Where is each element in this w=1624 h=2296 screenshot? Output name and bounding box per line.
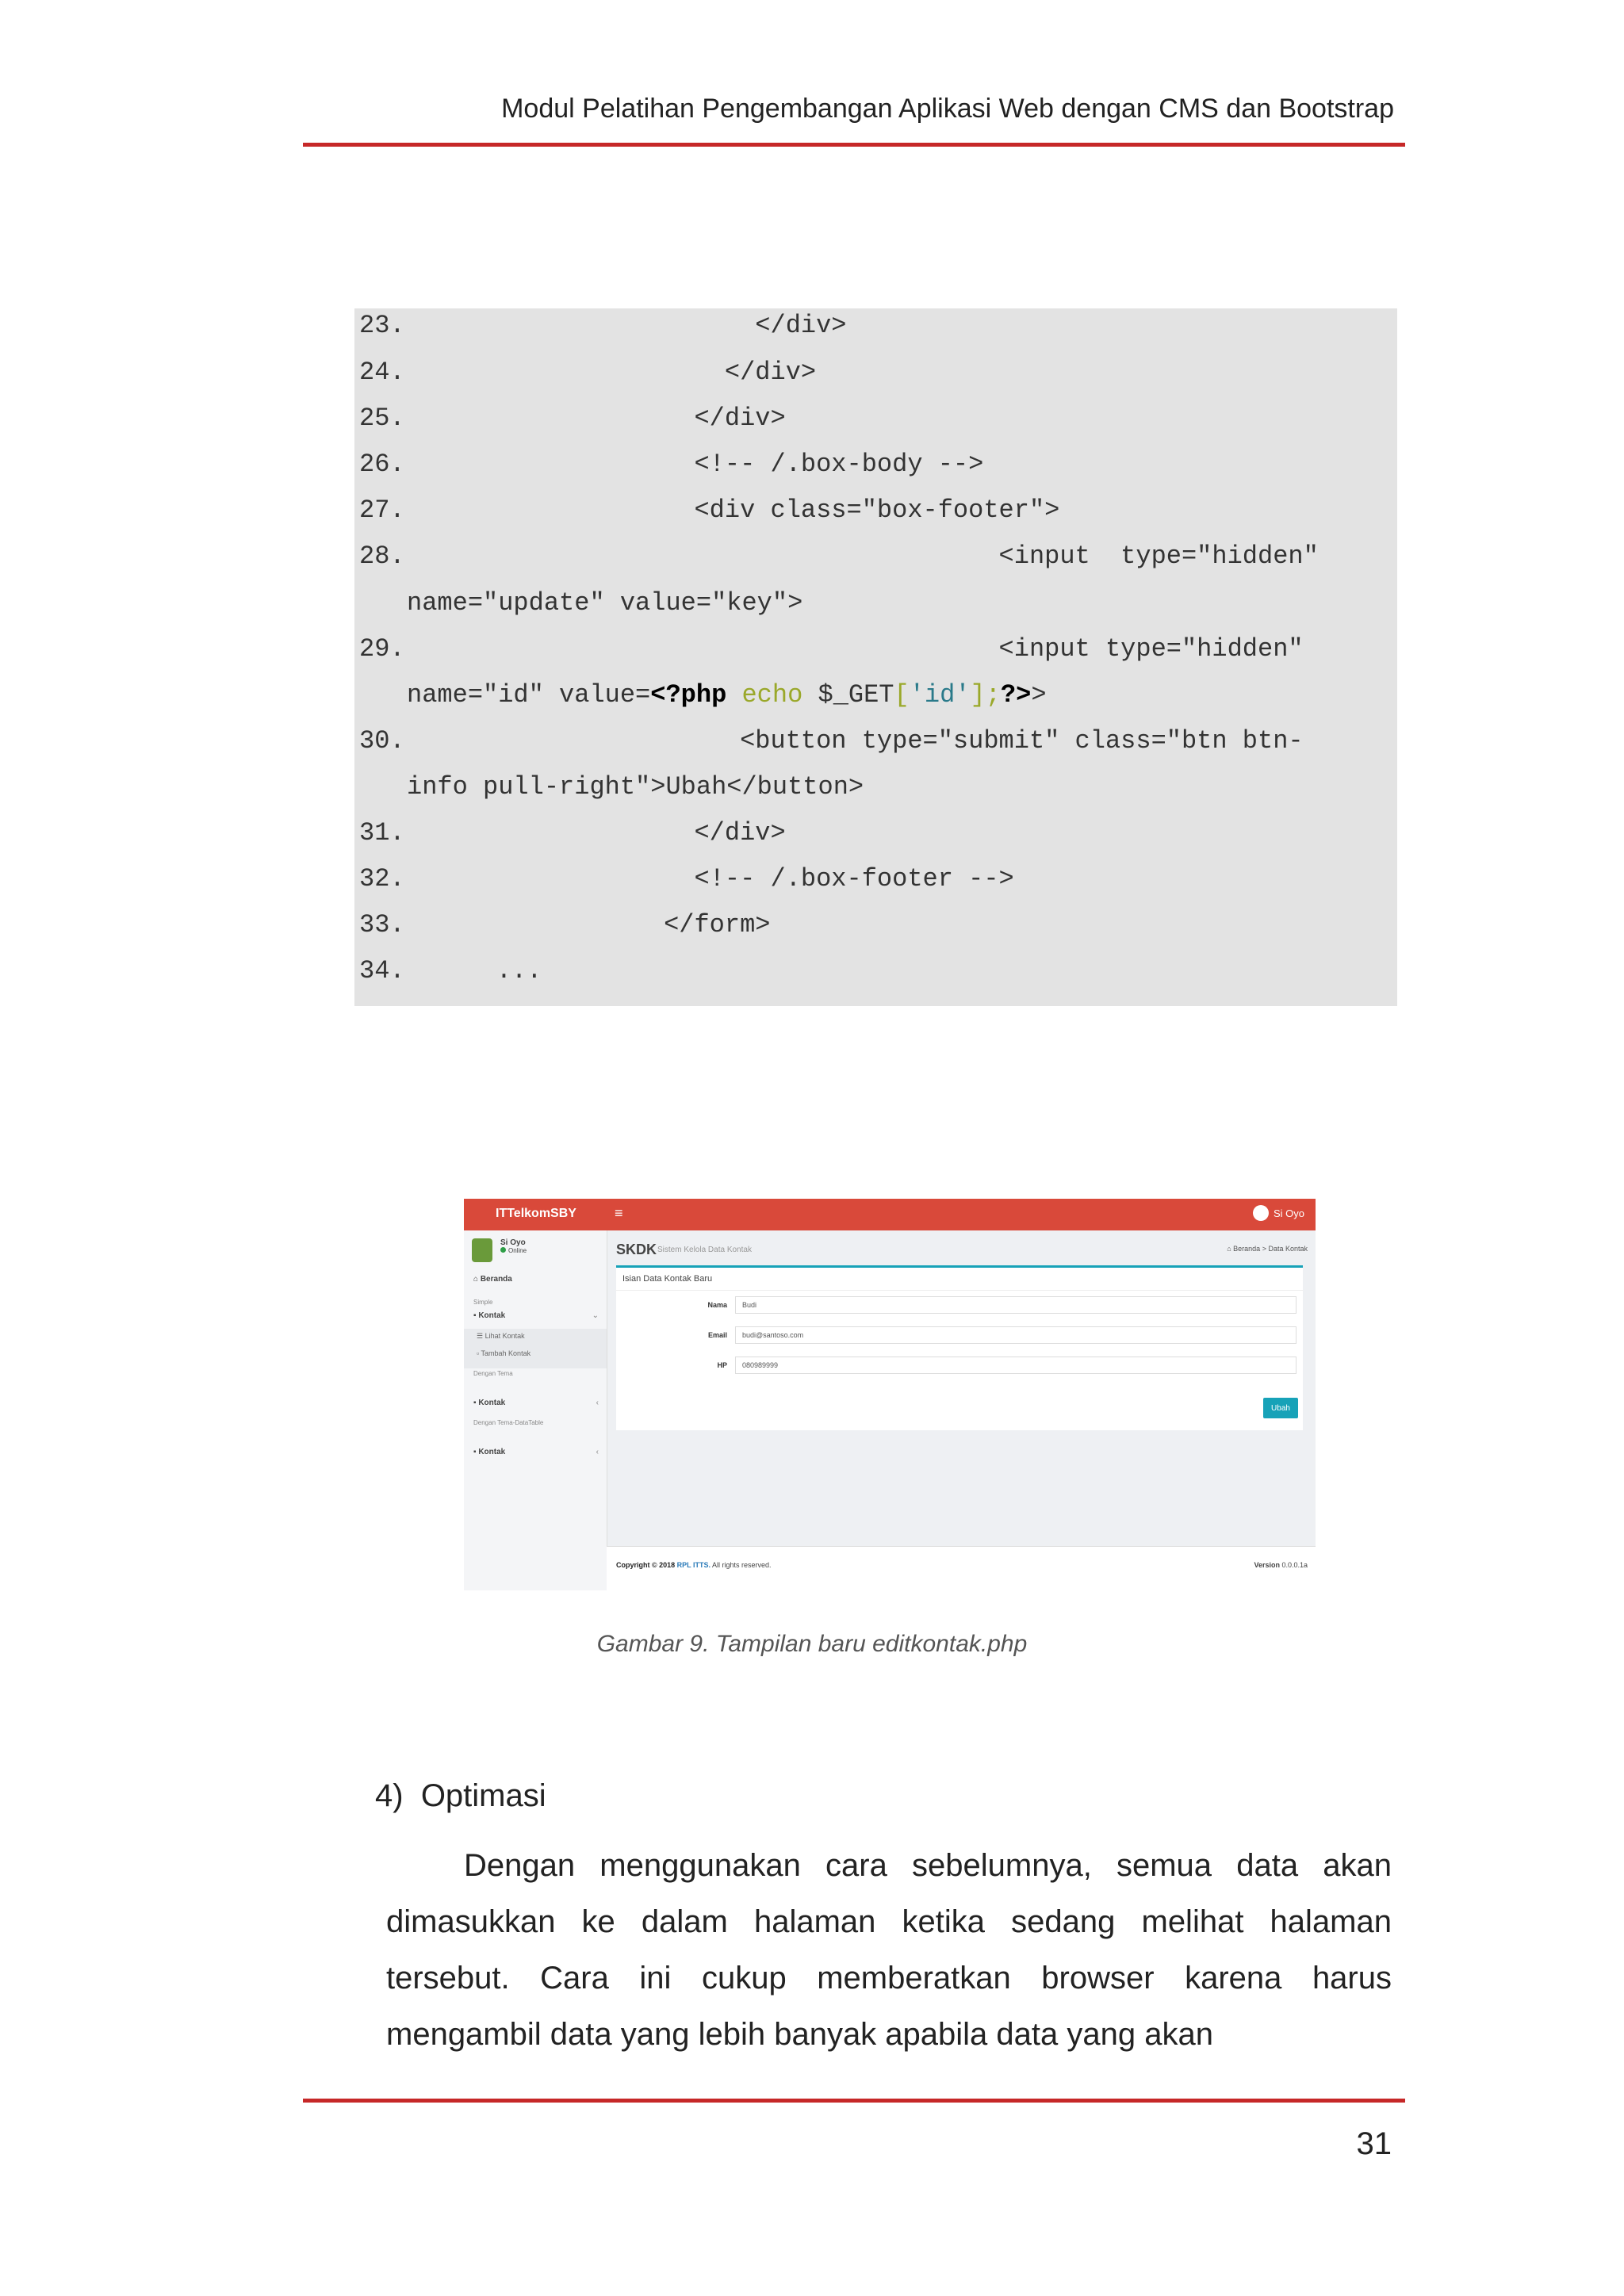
- sidebar-item-kontak-tema[interactable]: [473, 1399, 505, 1407]
- version-label: Version: [1254, 1561, 1280, 1569]
- breadcrumb-home[interactable]: Beranda: [1233, 1245, 1261, 1253]
- php-get: $_GET: [818, 680, 894, 710]
- code-line-32: [359, 864, 1014, 894]
- version-number: 0.0.0.1a: [1281, 1561, 1308, 1569]
- user-menu[interactable]: [1253, 1205, 1304, 1221]
- line-number: 28.: [359, 541, 405, 571]
- code-tail: >: [1031, 680, 1047, 710]
- home-icon: ⌂: [1227, 1245, 1234, 1253]
- box-divider: [616, 1290, 1303, 1291]
- code-text: </div>: [404, 358, 817, 387]
- chevron-left-icon: ‹: [596, 1448, 599, 1456]
- chevron-down-icon: ⌄: [592, 1311, 599, 1320]
- php-open-tag: <?php: [650, 680, 727, 710]
- code-text: </div>: [404, 311, 847, 340]
- line-number: 33.: [359, 910, 405, 939]
- code-text: name="id" value=: [407, 680, 651, 710]
- user-name: Si Oyo: [1273, 1207, 1304, 1219]
- hp-label: HP: [717, 1361, 727, 1369]
- line-number: 25.: [359, 404, 405, 433]
- online-dot-icon: [500, 1247, 506, 1253]
- line-number: 32.: [359, 864, 405, 894]
- code-text: <div class="box-footer">: [404, 496, 1060, 525]
- user-avatar: [472, 1238, 492, 1262]
- code-line-28-cont: [407, 588, 802, 618]
- hp-input[interactable]: 080989999: [735, 1357, 1297, 1374]
- copyright-suffix: All rights reserved.: [712, 1561, 772, 1569]
- sidebar-item-lihat-kontak[interactable]: [477, 1332, 525, 1341]
- email-input[interactable]: budi@santoso.com: [735, 1326, 1297, 1344]
- box-title: Isian Data Kontak Baru: [622, 1274, 713, 1284]
- code-text: </form>: [404, 910, 771, 939]
- php-close-tag: ?>: [1000, 680, 1032, 710]
- line-number: 31.: [359, 818, 405, 848]
- app-content: [607, 1230, 1316, 1590]
- section-heading: [375, 1778, 546, 1814]
- code-line-30: [359, 726, 1304, 756]
- sidebar-item-label: Kontak: [478, 1399, 506, 1407]
- app-brand[interactable]: ITTelkomSBY: [496, 1207, 576, 1220]
- avatar-icon: [1253, 1205, 1269, 1221]
- menu-toggle-icon[interactable]: ≡: [615, 1205, 623, 1221]
- php-echo: echo: [741, 680, 803, 710]
- screenshot-figure: [464, 1199, 1316, 1590]
- code-line-33: [359, 910, 770, 939]
- line-number: 24.: [359, 358, 405, 387]
- form-box: [616, 1265, 1303, 1430]
- line-number: 34.: [359, 956, 405, 985]
- code-line-29: [359, 634, 1304, 664]
- line-number: 30.: [359, 726, 405, 756]
- code-line-24: [359, 358, 816, 387]
- book-icon: ▪: [473, 1448, 479, 1456]
- online-status: [500, 1247, 527, 1254]
- code-line-31: [359, 818, 786, 848]
- copyright-link[interactable]: RPL ITTS.: [676, 1561, 711, 1569]
- code-text: </div>: [404, 818, 786, 848]
- body-paragraph: Dengan menggunakan cara sebelumnya, semua data akan dimasukkan ke dalam halaman ketika sedang melihat halaman tersebut. Cara ini cukup memberatkan browser karena harus mengambil data yang lebih banyak apabila data yang akan: [386, 1848, 1392, 2052]
- section-number: 4): [375, 1778, 404, 1813]
- sidebar-section-simple: Simple: [473, 1299, 493, 1306]
- line-number: 27.: [359, 496, 405, 525]
- code-text: name="update" value="key">: [407, 588, 803, 618]
- sidebar-item-kontak-datatable[interactable]: [473, 1448, 505, 1456]
- code-line-25: [359, 404, 786, 433]
- sidebar-item-label: Kontak: [478, 1311, 506, 1320]
- page-number: 31: [1356, 2126, 1392, 2161]
- code-line-28: [359, 541, 1319, 571]
- breadcrumb-separator: >: [1262, 1245, 1266, 1253]
- php-key: 'id': [909, 680, 971, 710]
- line-number: 26.: [359, 450, 405, 479]
- app-sidebar: [464, 1230, 607, 1590]
- code-line-34: [359, 956, 542, 985]
- sidebar-section-datatable: Dengan Tema-DataTable: [473, 1419, 544, 1426]
- sidebar-item-tambah-kontak[interactable]: [477, 1349, 530, 1357]
- breadcrumb: [1227, 1245, 1308, 1253]
- running-header: Modul Pelatihan Pengembangan Aplikasi Web dengan CMS dan Bootstrap: [501, 94, 1394, 124]
- book-icon: ▪: [473, 1399, 479, 1407]
- chevron-left-icon: ‹: [596, 1399, 599, 1407]
- code-line-26: [359, 450, 983, 479]
- code-text: ...: [404, 956, 542, 985]
- sidebar-item-beranda[interactable]: [473, 1275, 512, 1284]
- php-bracket-close: ];: [970, 680, 1001, 710]
- code-text: <!-- /.box-body -->: [404, 450, 984, 479]
- section-title: Optimasi: [420, 1778, 546, 1813]
- book-icon: ▪: [473, 1311, 479, 1320]
- code-text: info pull-right">Ubah</button>: [407, 772, 864, 802]
- version-info: [1254, 1561, 1308, 1569]
- sidebar-user-panel: [472, 1238, 527, 1262]
- sidebar-section-tema: Dengan Tema: [473, 1370, 513, 1377]
- code-line-29-cont: [407, 680, 1047, 710]
- figure-caption: Gambar 9. Tampilan baru editkontak.php: [596, 1631, 1028, 1657]
- sidebar-item-label: Beranda: [480, 1275, 512, 1284]
- php-bracket-open: [: [894, 680, 910, 710]
- breadcrumb-current: Data Kontak: [1268, 1245, 1308, 1253]
- code-line-30-cont: [407, 772, 864, 802]
- app-topbar: [464, 1199, 1316, 1230]
- line-number: 23.: [359, 311, 405, 340]
- list-icon: ☰: [477, 1332, 485, 1340]
- page-subtitle: Sistem Kelola Data Kontak: [657, 1246, 752, 1254]
- copyright: [616, 1561, 772, 1569]
- code-text: <input type="hidden": [404, 541, 1319, 571]
- sidebar-user-name: Si Oyo: [500, 1238, 526, 1247]
- ubah-button[interactable]: Ubah: [1263, 1398, 1298, 1418]
- email-label: Email: [707, 1331, 727, 1339]
- nama-input[interactable]: Budi: [735, 1296, 1297, 1314]
- page-title: SKDK: [616, 1242, 657, 1257]
- sidebar-item-label: Kontak: [478, 1448, 506, 1456]
- sidebar-item-kontak-simple[interactable]: [473, 1311, 505, 1320]
- nama-label: Nama: [707, 1301, 727, 1309]
- sidebar-item-label: Tambah Kontak: [481, 1349, 531, 1357]
- online-label: Online: [508, 1247, 527, 1254]
- file-icon: ▫: [477, 1349, 481, 1357]
- header-rule: [303, 143, 1405, 147]
- code-text: <input type="hidden": [404, 634, 1304, 664]
- code-line-27: [359, 496, 1059, 525]
- sidebar-item-label: Lihat Kontak: [485, 1332, 525, 1340]
- code-text: </div>: [404, 404, 786, 433]
- code-line-23: [359, 311, 847, 340]
- line-number: 29.: [359, 634, 405, 664]
- home-icon: ⌂: [473, 1275, 481, 1284]
- footer-rule: [303, 2099, 1405, 2103]
- code-block: [354, 308, 1397, 1006]
- app-footer: [607, 1546, 1316, 1590]
- copyright-prefix: Copyright © 2018: [616, 1561, 676, 1569]
- code-text: <button type="submit" class="btn btn-: [404, 726, 1304, 756]
- code-text: <!-- /.box-footer -->: [404, 864, 1014, 894]
